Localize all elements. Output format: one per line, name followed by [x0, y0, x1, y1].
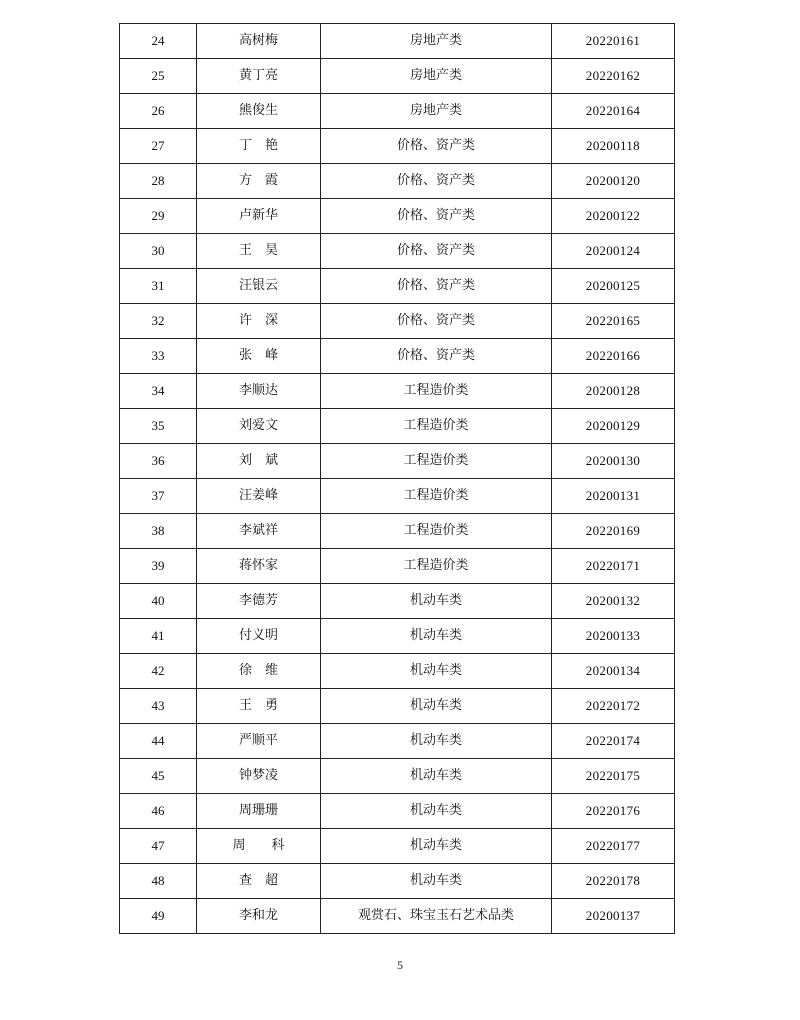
table-row — [120, 479, 675, 514]
row-number-cell: 26 — [120, 94, 197, 129]
row-number-cell: 47 — [120, 829, 197, 864]
category-cell: 房地产类 — [321, 59, 552, 94]
table-row — [120, 864, 675, 899]
row-number-cell: 43 — [120, 689, 197, 724]
certificate-code-cell: 20220176 — [552, 794, 675, 829]
certificate-code-cell: 20220161 — [552, 24, 675, 59]
row-number-cell: 37 — [120, 479, 197, 514]
category-cell: 机动车类 — [321, 654, 552, 689]
category-cell: 工程造价类 — [321, 479, 552, 514]
name-cell: 卢新华 — [197, 199, 321, 234]
certificate-code-cell: 20220172 — [552, 689, 675, 724]
table-row — [120, 59, 675, 94]
certificate-code-cell: 20200130 — [552, 444, 675, 479]
certificate-code-cell: 20200122 — [552, 199, 675, 234]
certificate-code-cell: 20200137 — [552, 899, 675, 934]
certificate-code-cell: 20220169 — [552, 514, 675, 549]
name-cell: 王 勇 — [197, 689, 321, 724]
category-cell: 机动车类 — [321, 724, 552, 759]
category-cell: 工程造价类 — [321, 374, 552, 409]
certificate-code-cell: 20220177 — [552, 829, 675, 864]
name-cell: 钟梦凌 — [197, 759, 321, 794]
table-row — [120, 899, 675, 934]
row-number-cell: 48 — [120, 864, 197, 899]
name-cell: 刘 斌 — [197, 444, 321, 479]
category-cell: 价格、资产类 — [321, 164, 552, 199]
name-cell: 许 深 — [197, 304, 321, 339]
row-number-cell: 42 — [120, 654, 197, 689]
certificate-code-cell: 20200118 — [552, 129, 675, 164]
name-cell: 李斌祥 — [197, 514, 321, 549]
table-row — [120, 654, 675, 689]
certificate-code-cell: 20200132 — [552, 584, 675, 619]
table-row — [120, 549, 675, 584]
table-row — [120, 619, 675, 654]
certificate-code-cell: 20220165 — [552, 304, 675, 339]
row-number-cell: 31 — [120, 269, 197, 304]
certificate-code-cell: 20220178 — [552, 864, 675, 899]
row-number-cell: 45 — [120, 759, 197, 794]
name-cell: 方 霞 — [197, 164, 321, 199]
category-cell: 房地产类 — [321, 94, 552, 129]
row-number-cell: 35 — [120, 409, 197, 444]
table-row — [120, 199, 675, 234]
row-number-cell: 38 — [120, 514, 197, 549]
name-cell: 付义明 — [197, 619, 321, 654]
certificate-code-cell: 20220164 — [552, 94, 675, 129]
name-cell: 严顺平 — [197, 724, 321, 759]
name-cell: 蒋怀家 — [197, 549, 321, 584]
name-cell: 张 峰 — [197, 339, 321, 374]
row-number-cell: 25 — [120, 59, 197, 94]
row-number-cell: 24 — [120, 24, 197, 59]
row-number-cell: 44 — [120, 724, 197, 759]
name-cell: 周珊珊 — [197, 794, 321, 829]
category-cell: 工程造价类 — [321, 514, 552, 549]
name-cell: 李德芳 — [197, 584, 321, 619]
certificate-code-cell: 20220174 — [552, 724, 675, 759]
category-cell: 机动车类 — [321, 759, 552, 794]
name-cell: 丁 艳 — [197, 129, 321, 164]
table-row — [120, 584, 675, 619]
name-cell: 黄丁亮 — [197, 59, 321, 94]
certificate-code-cell: 20220162 — [552, 59, 675, 94]
certificate-code-cell: 20200134 — [552, 654, 675, 689]
category-cell: 价格、资产类 — [321, 339, 552, 374]
certificate-code-cell: 20200131 — [552, 479, 675, 514]
certificate-code-cell: 20200128 — [552, 374, 675, 409]
row-number-cell: 40 — [120, 584, 197, 619]
category-cell: 工程造价类 — [321, 549, 552, 584]
category-cell: 观赏石、珠宝玉石艺术品类 — [321, 899, 552, 934]
table-row — [120, 234, 675, 269]
table-row — [120, 304, 675, 339]
table-row — [120, 164, 675, 199]
category-cell: 机动车类 — [321, 794, 552, 829]
name-cell: 周 科 — [197, 829, 321, 864]
name-cell: 高树梅 — [197, 24, 321, 59]
roster-table-body — [120, 24, 675, 934]
category-cell: 机动车类 — [321, 619, 552, 654]
roster-table — [119, 23, 675, 934]
category-cell: 机动车类 — [321, 864, 552, 899]
row-number-cell: 41 — [120, 619, 197, 654]
category-cell: 价格、资产类 — [321, 199, 552, 234]
table-row — [120, 829, 675, 864]
category-cell: 机动车类 — [321, 584, 552, 619]
table-row — [120, 269, 675, 304]
row-number-cell: 46 — [120, 794, 197, 829]
name-cell: 李和龙 — [197, 899, 321, 934]
table-row — [120, 444, 675, 479]
certificate-code-cell: 20220175 — [552, 759, 675, 794]
row-number-cell: 27 — [120, 129, 197, 164]
certificate-code-cell: 20220171 — [552, 549, 675, 584]
category-cell: 价格、资产类 — [321, 269, 552, 304]
category-cell: 房地产类 — [321, 24, 552, 59]
name-cell: 王 昊 — [197, 234, 321, 269]
table-row — [120, 24, 675, 59]
category-cell: 工程造价类 — [321, 444, 552, 479]
category-cell: 价格、资产类 — [321, 304, 552, 339]
name-cell: 熊俊生 — [197, 94, 321, 129]
category-cell: 工程造价类 — [321, 409, 552, 444]
table-row — [120, 794, 675, 829]
certificate-code-cell: 20200125 — [552, 269, 675, 304]
certificate-code-cell: 20200129 — [552, 409, 675, 444]
row-number-cell: 28 — [120, 164, 197, 199]
table-row — [120, 94, 675, 129]
category-cell: 价格、资产类 — [321, 234, 552, 269]
row-number-cell: 29 — [120, 199, 197, 234]
table-row — [120, 374, 675, 409]
certificate-code-cell: 20200124 — [552, 234, 675, 269]
name-cell: 李顺达 — [197, 374, 321, 409]
certificate-code-cell: 20200133 — [552, 619, 675, 654]
name-cell: 汪银云 — [197, 269, 321, 304]
table-row — [120, 514, 675, 549]
row-number-cell: 34 — [120, 374, 197, 409]
category-cell: 价格、资产类 — [321, 129, 552, 164]
certificate-code-cell: 20220166 — [552, 339, 675, 374]
name-cell: 徐 维 — [197, 654, 321, 689]
page-number: 5 — [397, 958, 403, 972]
row-number-cell: 32 — [120, 304, 197, 339]
table-row — [120, 339, 675, 374]
table-row — [120, 689, 675, 724]
row-number-cell: 49 — [120, 899, 197, 934]
row-number-cell: 36 — [120, 444, 197, 479]
table-row — [120, 409, 675, 444]
category-cell: 机动车类 — [321, 689, 552, 724]
row-number-cell: 30 — [120, 234, 197, 269]
row-number-cell: 39 — [120, 549, 197, 584]
table-row — [120, 129, 675, 164]
table-row — [120, 724, 675, 759]
category-cell: 机动车类 — [321, 829, 552, 864]
row-number-cell: 33 — [120, 339, 197, 374]
name-cell: 汪姜峰 — [197, 479, 321, 514]
certificate-code-cell: 20200120 — [552, 164, 675, 199]
table-row — [120, 759, 675, 794]
name-cell: 刘爱文 — [197, 409, 321, 444]
name-cell: 查 超 — [197, 864, 321, 899]
